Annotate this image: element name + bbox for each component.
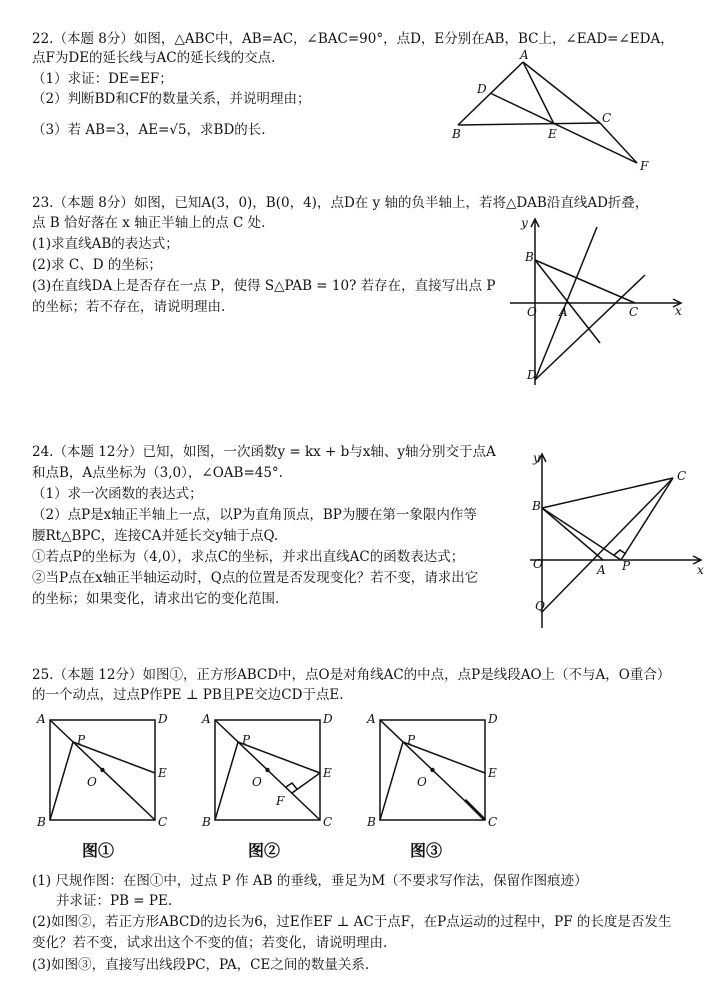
q24-label-b: B: [532, 499, 541, 513]
q22-part-1: （1）求证：DE=EF；: [32, 71, 173, 87]
q25-part-2: (2)如图②，若正方形ABCD的边长为6，过E作EF ⊥ AC于点F，在P点运动的过程中，PF 的长度是否发生: [32, 914, 672, 930]
q25-caption-3: 图③: [410, 841, 443, 860]
q22-figure: [450, 50, 670, 180]
q25-figure-1: [35, 708, 175, 828]
q24-label-a: A: [597, 563, 606, 577]
q25-f2-label-c: C: [323, 815, 333, 829]
q25-f3-label-e: E: [488, 766, 497, 780]
q22-label-f: F: [640, 159, 649, 173]
q23-label-o: O: [527, 305, 537, 319]
q25-part-1: (1) 尺规作图：在图①中，过点 P 作 AB 的垂线，垂足为M（不要求写作法，保留作图痕迹）: [32, 873, 588, 889]
q25-line-2: 的一个动点，过点P作PE ⊥ PB且PE交边CD于点E.: [32, 687, 344, 703]
q23-line-1: 23.（本题 8分）如图，已知A(3，0)，B(0，4)，点D在 y 轴的负半轴上，若将△DAB沿直线AD折叠，: [32, 195, 649, 211]
q23-label-d: D: [527, 368, 537, 382]
q24-label-x: x: [697, 563, 704, 577]
q22-label-e: E: [548, 127, 557, 141]
q25-f1-label-p: P: [77, 733, 86, 747]
q25-f2-label-b: B: [202, 815, 211, 829]
q25-caption-1: 图①: [82, 841, 115, 860]
q25-f3-label-p: P: [407, 733, 416, 747]
q23-label-y: y: [521, 216, 528, 230]
q24-label-y: y: [533, 451, 540, 465]
q25-f2-label-a: A: [202, 712, 211, 726]
q25-f2-label-p: P: [242, 733, 251, 747]
q23-part-3: (3)在直线DA上是否存在一点 P，使得 S△PAB = 10? 若存在，直接写出点 P: [32, 278, 496, 294]
q25-part-2-cont: 变化？若不变，试求出这个不变的值；若变化，请说明理由.: [32, 935, 388, 951]
q25-f2-label-d: D: [323, 712, 333, 726]
q25-f1-label-a: A: [37, 712, 46, 726]
q24-line-1: 24.（本题 12分）已知，如图，一次函数y = kx + b与x轴、y轴分别交于点A: [32, 444, 496, 460]
q25-line-1: 25.（本题 12分）如图①，正方形ABCD中，点O是对角线AC的中点，点P是线段AO上（不与A，O重合）: [32, 667, 671, 683]
q22-label-a: A: [520, 48, 529, 62]
q24-label-c: C: [677, 469, 687, 483]
q24-sub-2-cont: 的坐标；如果变化，请求出它的变化范围.: [32, 591, 280, 607]
q25-part-1-cont: 并求证：PB = PE.: [56, 893, 173, 909]
q23-label-x: x: [675, 304, 682, 318]
q25-f3-label-a: A: [367, 712, 376, 726]
q23-figure: [505, 215, 690, 395]
q24-label-q: Q: [535, 599, 545, 613]
q24-part-2: （2）点P是x轴正半轴上一点，以P为直角顶点，BP为腰在第一象限内作等: [32, 507, 477, 523]
q25-f1-label-d: D: [158, 712, 168, 726]
q25-f1-label-c: C: [158, 815, 168, 829]
q22-part-3: （3）若 AB=3，AE=√5，求BD的长.: [32, 122, 266, 138]
q24-sub-2: ②当P点在x轴正半轴运动时，Q点的位置是否发现变化？若不变，请求出它: [32, 570, 479, 586]
q25-f3-label-b: B: [367, 815, 376, 829]
q25-figure-2: [200, 708, 340, 828]
q23-label-a: A: [559, 305, 568, 319]
q24-label-o: O: [533, 557, 543, 571]
q25-f1-label-b: B: [37, 815, 46, 829]
q24-sub-1: ①若点P的坐标为（4,0），求点C的坐标，并求出直线AC的函数表达式；: [32, 549, 465, 565]
q22-line-2: 点F为DE的延长线与AC的延长线的交点.: [32, 50, 276, 66]
q25-f2-label-f: F: [276, 794, 285, 808]
q22-label-b: B: [452, 127, 461, 141]
q22-line-1: 22.（本题 8分）如图，△ABC中，AB=AC，∠BAC=90°，点D，E分别在AB，BC上，∠EAD=∠EDA，: [32, 31, 674, 47]
q24-part-1: （1）求一次函数的表达式；: [32, 486, 203, 502]
q22-label-d: D: [477, 82, 487, 96]
q23-line-2: 点 B 恰好落在 x 轴正半轴上的点 C 处.: [32, 215, 266, 231]
q22-part-2: （2）判断BD和CF的数量关系，并说明理由；: [32, 91, 311, 107]
q23-part-2: (2)求 C、D 的坐标；: [32, 257, 162, 273]
q23-part-3-cont: 的坐标；若不存在，请说明理由.: [32, 299, 226, 315]
q23-label-b: B: [525, 250, 534, 264]
q24-line-2: 和点B，A点坐标为（3,0），∠OAB=45°.: [32, 465, 283, 481]
q25-part-3: (3)如图③，直接写出线段PC，PA，CE之间的数量关系.: [32, 957, 370, 973]
q23-label-c: C: [629, 305, 639, 319]
q25-f1-label-o: O: [87, 775, 97, 789]
q25-f3-label-c: C: [488, 815, 498, 829]
q25-f1-label-e: E: [158, 766, 167, 780]
q25-figure-3: [365, 708, 505, 828]
q24-part-2-cont: 腰Rt△BPC，连接CA并延长交y轴于点Q.: [32, 528, 279, 544]
q24-label-p: P: [622, 559, 631, 573]
q25-f3-label-o: O: [417, 775, 427, 789]
q25-caption-2: 图②: [248, 841, 281, 860]
q25-f3-label-d: D: [488, 712, 498, 726]
q23-part-1: (1)求直线AB的表达式；: [32, 236, 179, 252]
q24-figure: [525, 450, 705, 640]
q22-label-c: C: [602, 111, 612, 125]
q25-f2-label-o: O: [252, 775, 262, 789]
q25-f2-label-e: E: [323, 766, 332, 780]
